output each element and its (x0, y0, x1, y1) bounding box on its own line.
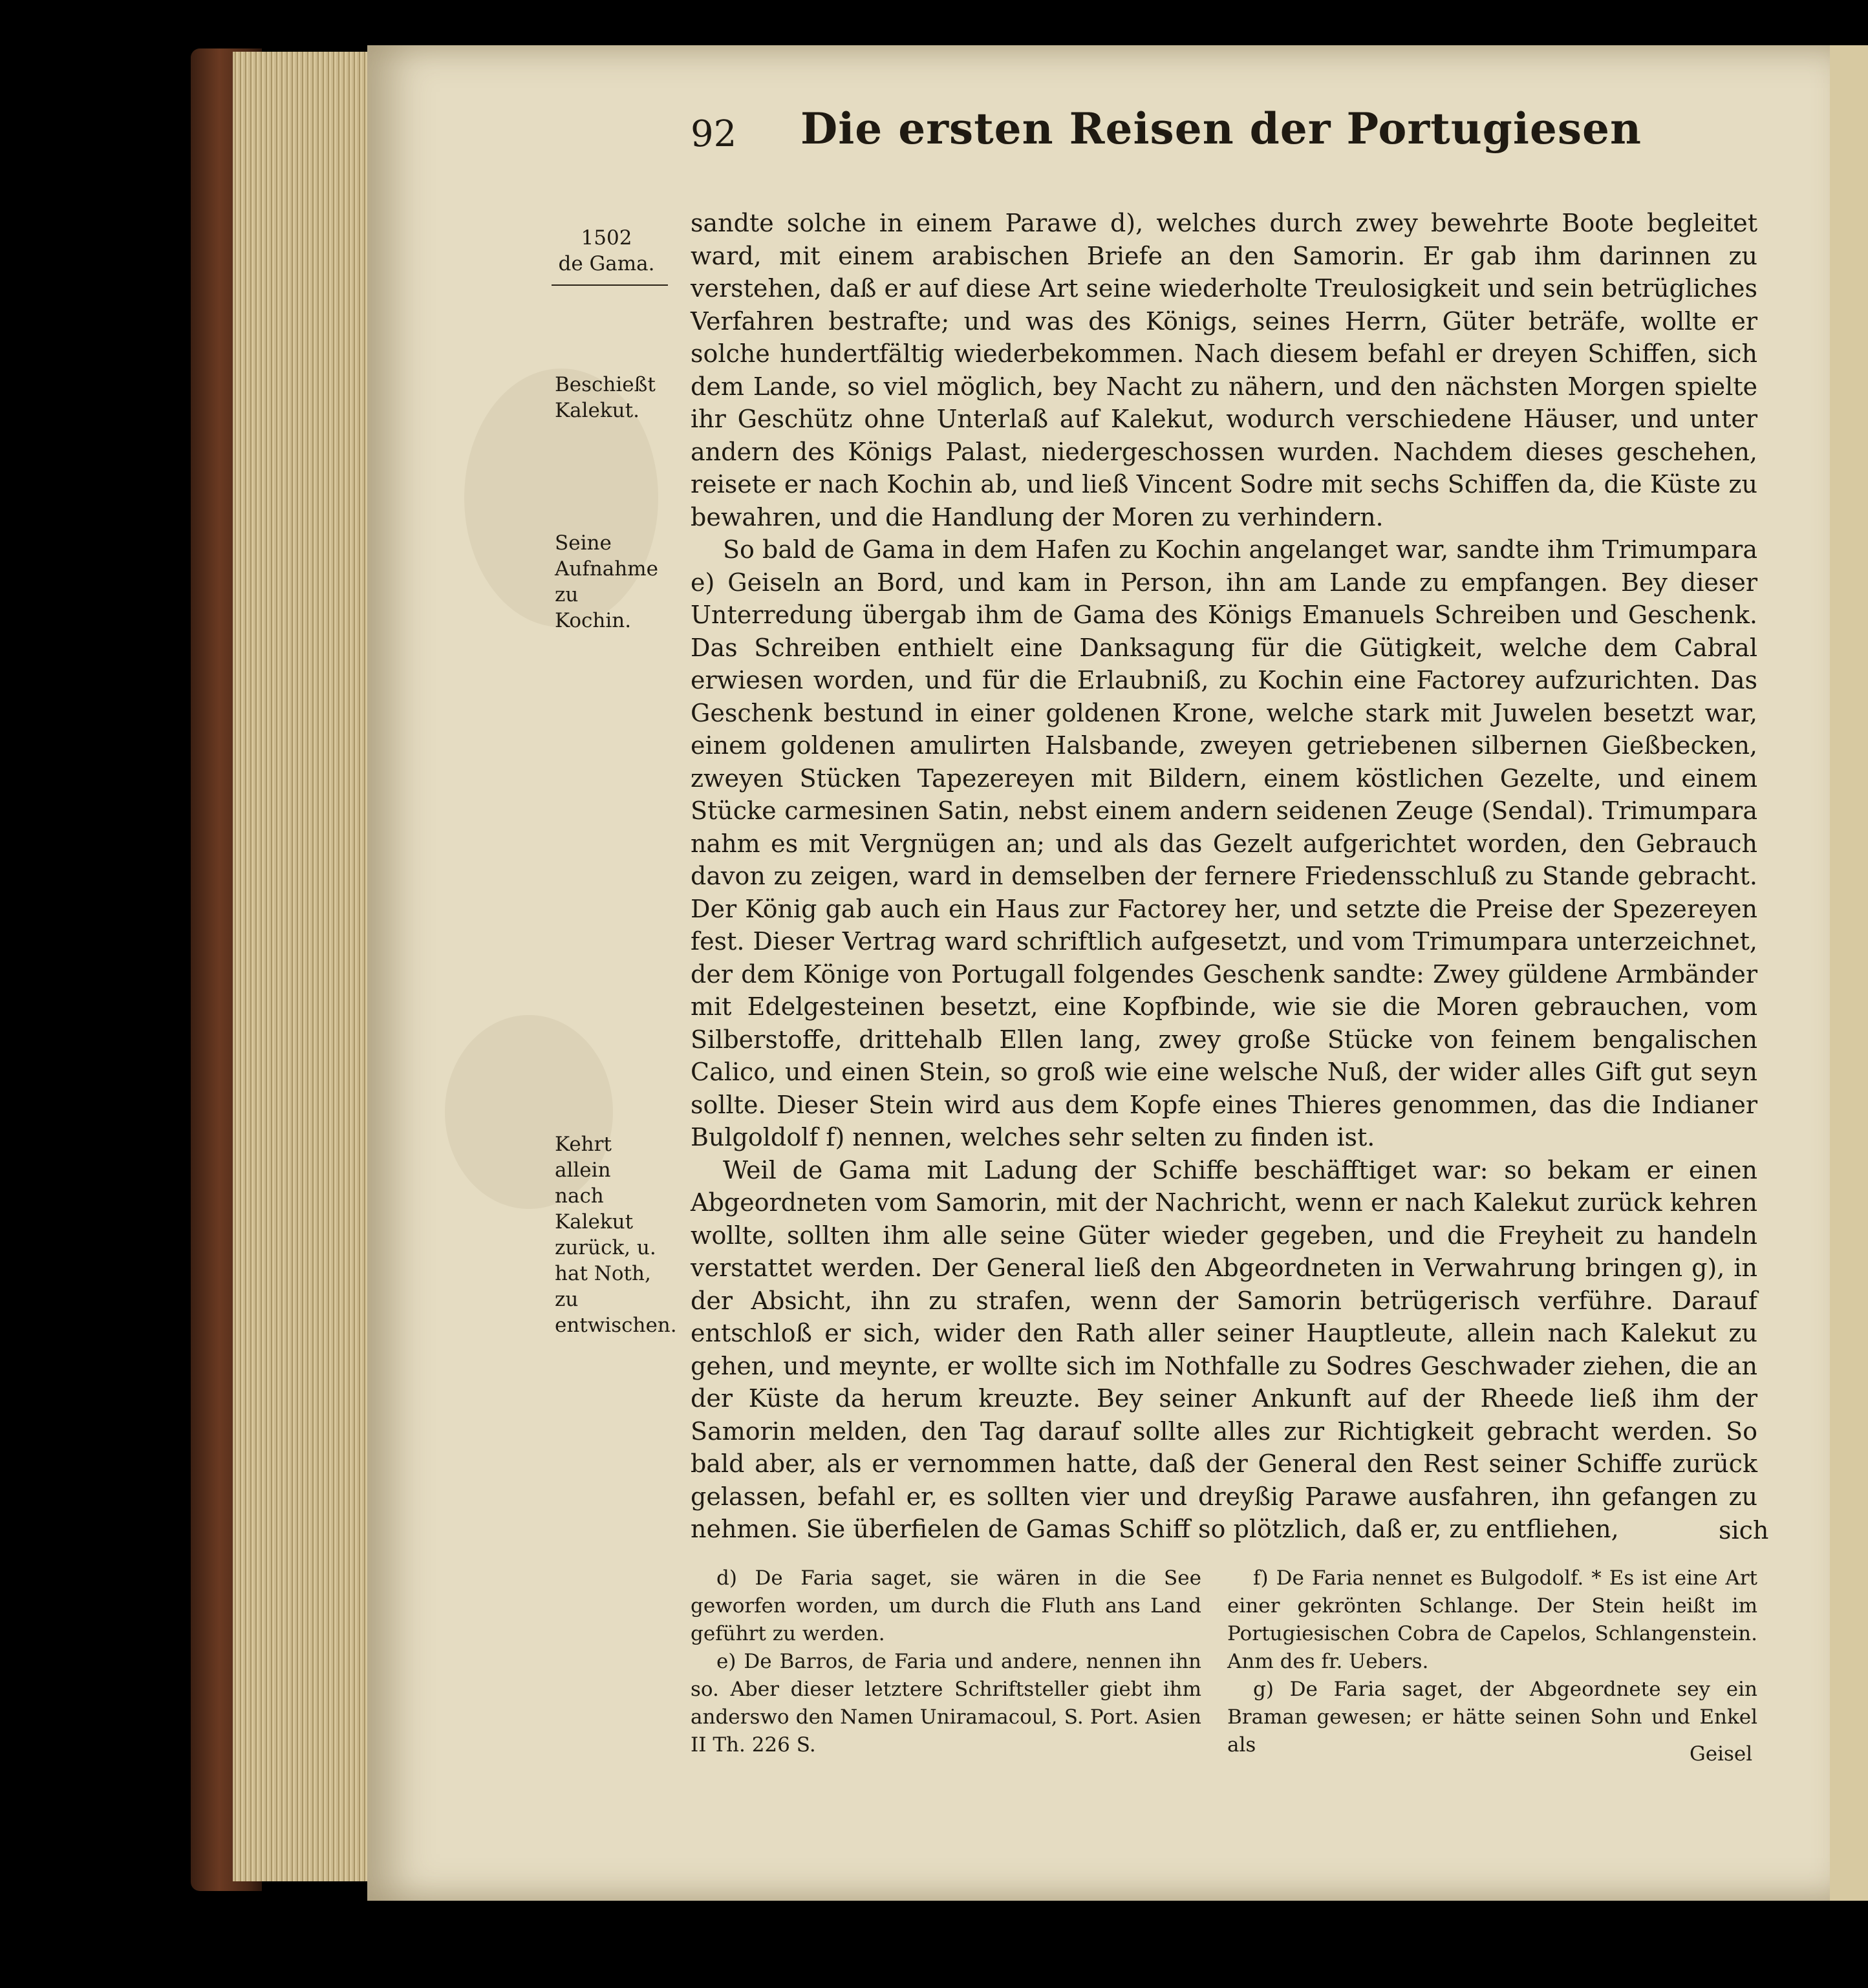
margin-note-kochin: Seine Aufnahme zu Kochin. (555, 531, 658, 632)
margin-name: de Gama. (558, 252, 655, 275)
margin-rule (552, 284, 668, 286)
footnote-f: f) De Faria nennet es Bulgodolf. * Es ist eine Art einer gekrönten Schlange. Der Stein heißt im Portugiesischen Cobra de Capelos, Schlangenstein. Anm des fr. Uebers. (1227, 1566, 1757, 1673)
margin-note-bombard: Beschießt Kalekut. (555, 373, 656, 422)
paragraph: Weil de Gama mit Ladung der Schiffe beschäfftiget war: so bekam er einen Abgeordneten vom Samorin, mit der Nachricht, wenn er nach Kalekut zurück kehren wollte, sollten ihm alle seine Güter wieder gegeben, und die Freyheit zu handeln verstattet werden. Der General ließ den Abgeordneten in Verwahrung bringen g), in der Absicht, ihn zu strafen, wenn der Samorin betrügerisch verführe. Darauf entschloß er sich, wider den Rath aller seiner Hauptleute, allein nach Kalekut zu gehen, und meynte, er wollte sich im Nothfalle zu Sodres Geschwader ziehen, die an der Küste da herum kreuzte. Bey seiner Ankunft auf der Rheede ließ ihm der Samorin melden, den Tag darauf sollte alles zur Richtigkeit gebracht werden. So bald aber, als er vernommen hatte, daß der General den Rest seiner Schiffe zurück gelassen, befahl er, es sollten vier und dreyßig Parawe ausfahren, ihn gefangen zu nehmen. Sie überfielen de Gamas Schiff so plötzlich, daß er, zu entfliehen, (691, 1155, 1757, 1543)
footnote-catchword: Geisel (1690, 1742, 1753, 1766)
footnotes-right (1227, 1565, 1757, 1759)
footnote-d: d) De Faria saget, sie wären in die See geworfen worden, um durch die Fluth ans Land geführt zu werden. (691, 1566, 1201, 1645)
running-title: Die ersten Reisen der Portugiesen (800, 103, 1642, 154)
margin-note-year (555, 225, 658, 277)
next-page-edge (1830, 45, 1868, 1901)
footnote-e: e) De Barros, de Faria und andere, nennen ihn so. Aber dieser letztere Schriftsteller giebt ihm anderswo den Namen Uniramacoul, S. Port. Asien II Th. 226 S. (691, 1650, 1201, 1757)
page-edges (233, 52, 369, 1881)
paragraph: So bald de Gama in dem Hafen zu Kochin angelanget war, sandte ihm Trimumpara e) Geiseln an Bord, und kam in Person, ihn am Lande zu empfangen. Bey dieser Unterredung übergab ihm de Gama des Königs Emanuels Schreiben und Geschenk. Das Schreiben enthielt eine Danksagung für die Gütigkeit, welche dem Cabral erwiesen worden, und für die Erlaubniß, zu Kochin eine Factorey aufzurichten. Das Geschenk bestund in einer goldenen Krone, welche stark mit Juwelen besetzt war, einem goldenen amulirten Halsbande, zweyen getriebenen silbernen Gießbecken, zweyen Stücken Tapezereyen mit Bildern, einem köstlichen Gezelte, und einem Stücke carmesinen Satin, nebst einem andern seidenen Zeuge (Sendal). Trimumpara nahm es mit Vergnügen an; und als das Gezelt aufgerichtet worden, den Gebrauch davon zu zeigen, ward in demselben der fernere Friedensschluß zu Stande gebracht. Der König gab auch ein Haus zur Factorey her, und setzte die Preise der Spezereyen fest. Dieser Vertrag ward schriftlich aufgesetzt, und vom Trimumpara unterzeichnet, der dem Könige von Portugall folgendes Geschenk sandte: Zwey güldene Armbänder mit Edelgesteinen besetzt, eine Kopfbinde, wie sie die Moren gebrauchen, vom Silberstoffe, drittehalb Ellen lang, zwey große Stücke von feinem bengalischen Calico, und einen Stein, so groß wie eine welsche Nuß, der wider alles Gift gut seyn sollte. Dieser Stein wird aus dem Kopfe eines Thieres genommen, das die Indianer Bulgoldolf f) nennen, welches sehr selten zu finden ist. (691, 535, 1757, 1151)
main-text (691, 207, 1757, 1546)
footnote-g: g) De Faria saget, der Abgeordnete sey ein Braman gewesen; er hätte seinen Sohn und Enkel als (1227, 1678, 1757, 1757)
paragraph: sandte solche in einem Parawe d), welches durch zwey bewehrte Boote begleitet ward, mit einem arabischen Briefe an den Samorin. Er gab ihm darinnen zu verstehen, daß er auf diese Art seine wiederholte Treulosigkeit und sein betrügliches Verfahren bestrafte; und was des Königs, seines Herrn, Güter beträfe, wollte er solche hundertfältig wiederbekommen. Nach diesem befahl er dreyen Schiffen, sich dem Lande, so viel möglich, bey Nacht zu nähern, und den nächsten Morgen spielte ihr Geschütz ohne Unterlaß auf Kalekut, wodurch verschiedene Häuser, und unter andern des Königs Palast, niedergeschossen wurden. Nachdem dieses geschehen, reisete er nach Kochin ab, und ließ Vincent Sodre mit sechs Schiffen da, die Küste zu bewahren, und die Handlung der Moren zu verhindern. (691, 209, 1757, 531)
page-number: 92 (691, 113, 737, 155)
footnotes-left (691, 1565, 1201, 1759)
margin-year: 1502 (581, 226, 632, 250)
book-page (367, 45, 1848, 1901)
margin-note-return: Kehrt allein nach Kalekut zurück, u. hat Noth, zu entwischen. (555, 1133, 677, 1337)
catchword: sich (1719, 1516, 1769, 1544)
